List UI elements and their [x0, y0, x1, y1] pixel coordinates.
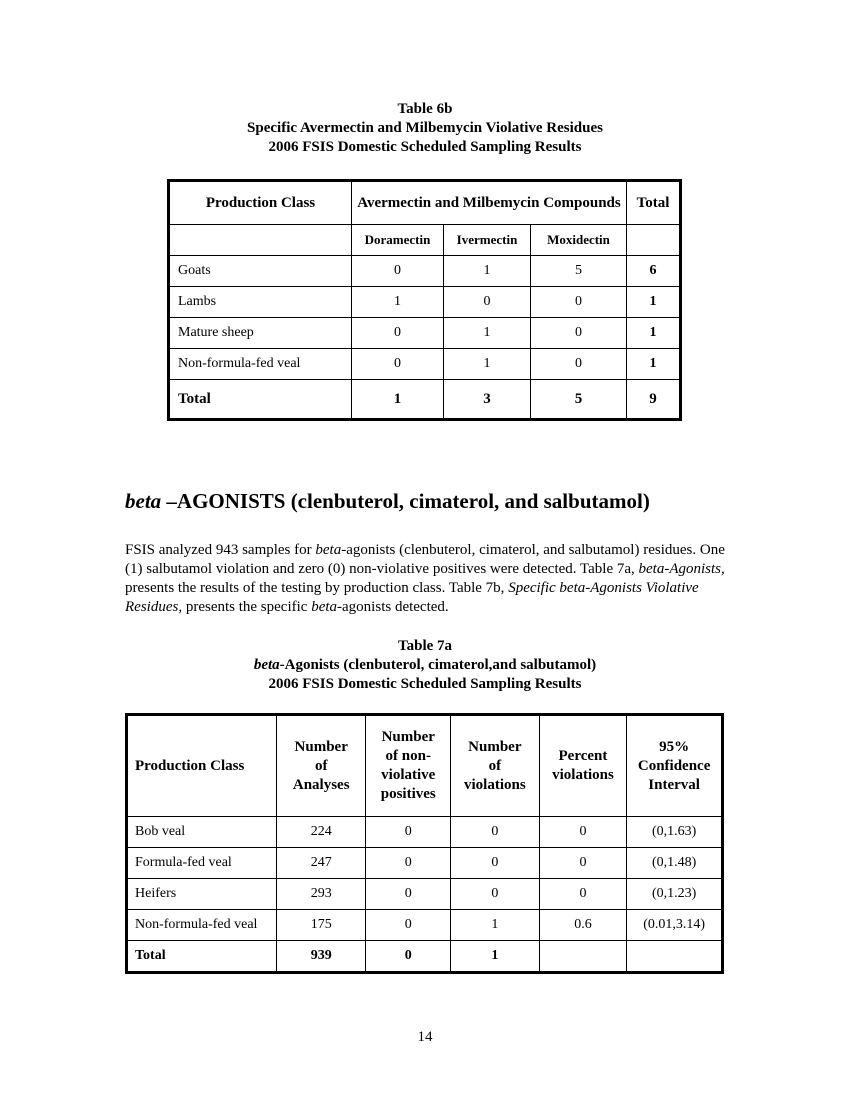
- text-run: -agonists detected.: [337, 599, 449, 615]
- table-row: [169, 287, 681, 318]
- text-run: -agonists (clenbuterol, cimaterol, and salbutamol) residues. One (1) salbutamol violation and zero (0) non-violative positives were detected. Table 7a,: [125, 542, 725, 577]
- caption-italic: beta: [253, 657, 280, 673]
- row-label: Goats: [169, 256, 352, 287]
- header-line: Interval: [648, 776, 700, 793]
- cell: 1: [444, 349, 531, 380]
- header-line: Number: [381, 729, 435, 745]
- caption-line: Table 6b: [397, 101, 453, 117]
- subheader-doramectin: Doramectin: [352, 225, 444, 256]
- row-label: Lambs: [169, 287, 352, 318]
- cell: 3: [444, 380, 531, 420]
- header-line: 95%: [659, 738, 690, 755]
- cell: 224: [276, 817, 366, 848]
- cell: 1: [444, 318, 531, 349]
- row-label: Bob veal: [127, 817, 277, 848]
- header-line: Confidence: [637, 757, 711, 774]
- cell: 0.6: [539, 910, 627, 941]
- cell: 0: [531, 318, 627, 349]
- total-label: Total: [127, 941, 277, 973]
- cell: (0,1.63): [627, 817, 723, 848]
- header-total: Total: [627, 181, 681, 225]
- cell: 0: [366, 848, 451, 879]
- table-row: [169, 318, 681, 349]
- table-row: [127, 817, 723, 848]
- cell: 0: [366, 941, 451, 973]
- row-total: 1: [627, 349, 681, 380]
- cell: (0,1.48): [627, 848, 723, 879]
- cell: 0: [451, 848, 540, 879]
- cell: 0: [352, 318, 444, 349]
- cell: 0: [444, 287, 531, 318]
- caption-line: Specific Avermectin and Milbemycin Violative Residues: [247, 120, 603, 136]
- table-header-row: [127, 715, 723, 817]
- table-row: [169, 256, 681, 287]
- heading-text: –AGONISTS (clenbuterol, cimaterol, and salbutamol): [161, 489, 650, 513]
- header-line: violations: [552, 767, 614, 783]
- table-row: [127, 848, 723, 879]
- header-line: Production Class: [135, 757, 245, 774]
- cell: 175: [276, 910, 366, 941]
- caption-line: 2006 FSIS Domestic Scheduled Sampling Results: [268, 139, 582, 155]
- cell: 1: [352, 380, 444, 420]
- cell: 1: [444, 256, 531, 287]
- header-line: violative: [381, 767, 436, 783]
- row-label: Non-formula-fed veal: [169, 349, 352, 380]
- header-percent-violations: [539, 715, 627, 817]
- total-label: Total: [169, 380, 352, 420]
- table-6b-caption: [0, 100, 850, 157]
- header-number-of-violations: [451, 715, 540, 817]
- header-line: violations: [463, 776, 526, 793]
- heading-italic: beta: [125, 489, 162, 513]
- header-non-violative-positives: [366, 715, 451, 817]
- table-7a-caption: [0, 637, 850, 694]
- section-heading: [125, 489, 650, 514]
- header-line: Percent: [558, 748, 608, 764]
- subheader-ivermectin: Ivermectin: [444, 225, 531, 256]
- table-row: [169, 349, 681, 380]
- cell: 247: [276, 848, 366, 879]
- row-total: 1: [627, 287, 681, 318]
- italic-run: beta-Agonists,: [638, 561, 725, 577]
- table-row: [127, 879, 723, 910]
- subheader-moxidectin: Moxidectin: [531, 225, 627, 256]
- caption-line: [0, 656, 850, 675]
- header-line: positives: [380, 786, 436, 802]
- row-label: Mature sheep: [169, 318, 352, 349]
- header-line: of: [314, 757, 328, 774]
- body-paragraph: [125, 541, 735, 617]
- table-row: [127, 910, 723, 941]
- header-line: Analyses: [292, 776, 350, 793]
- italic-run: Specific beta-Agonists Violative Residues,: [125, 580, 699, 615]
- cell: [627, 941, 723, 973]
- cell: 5: [531, 256, 627, 287]
- cell: [539, 941, 627, 973]
- grand-total: 9: [627, 380, 681, 420]
- cell: 1: [352, 287, 444, 318]
- header-line: of: [488, 757, 502, 774]
- caption-line: Table 7a: [397, 638, 453, 654]
- header-line: of non-: [385, 748, 431, 764]
- cell: 0: [539, 879, 627, 910]
- cell: 0: [352, 256, 444, 287]
- cell: 0: [451, 817, 540, 848]
- cell: 0: [451, 879, 540, 910]
- header-number-of-analyses: [276, 715, 366, 817]
- cell: 0: [531, 349, 627, 380]
- cell: 0: [539, 848, 627, 879]
- caption-line: 2006 FSIS Domestic Scheduled Sampling Results: [268, 676, 582, 692]
- text-run: presents the specific: [182, 599, 312, 615]
- caption-text: -Agonists (clenbuterol, cimaterol,and salbutamol): [279, 657, 597, 673]
- header-production-class: Production Class: [169, 181, 352, 225]
- cell: 0: [539, 817, 627, 848]
- cell: 0: [366, 817, 451, 848]
- cell: (0.01,3.14): [627, 910, 723, 941]
- empty-cell: [627, 225, 681, 256]
- cell: 1: [451, 910, 540, 941]
- cell: (0,1.23): [627, 879, 723, 910]
- empty-cell: [169, 225, 352, 256]
- total-row: [127, 941, 723, 973]
- cell: 0: [352, 349, 444, 380]
- header-line: Number: [468, 738, 522, 755]
- row-total: 6: [627, 256, 681, 287]
- cell: 0: [531, 287, 627, 318]
- cell: 1: [451, 941, 540, 973]
- row-label: Formula-fed veal: [127, 848, 277, 879]
- italic-run: beta: [315, 542, 342, 558]
- cell: 939: [276, 941, 366, 973]
- header-compounds: Avermectin and Milbemycin Compounds: [352, 181, 627, 225]
- row-total: 1: [627, 318, 681, 349]
- page-number: 14: [417, 1029, 433, 1045]
- row-label: Non-formula-fed veal: [127, 910, 277, 941]
- row-label: Heifers: [127, 879, 277, 910]
- italic-run: beta: [311, 599, 338, 615]
- cell: 0: [366, 910, 451, 941]
- cell: 5: [531, 380, 627, 420]
- header-production-class: [127, 715, 277, 817]
- table-6b: [167, 179, 682, 421]
- text-run: presents the results of the testing by production class. Table 7b,: [125, 580, 509, 596]
- table-7a: [125, 713, 724, 974]
- cell: 293: [276, 879, 366, 910]
- header-line: Number: [294, 738, 348, 755]
- header-confidence-interval: [627, 715, 723, 817]
- cell: 0: [366, 879, 451, 910]
- text-run: FSIS analyzed 943 samples for: [125, 542, 316, 558]
- total-row: [169, 380, 681, 420]
